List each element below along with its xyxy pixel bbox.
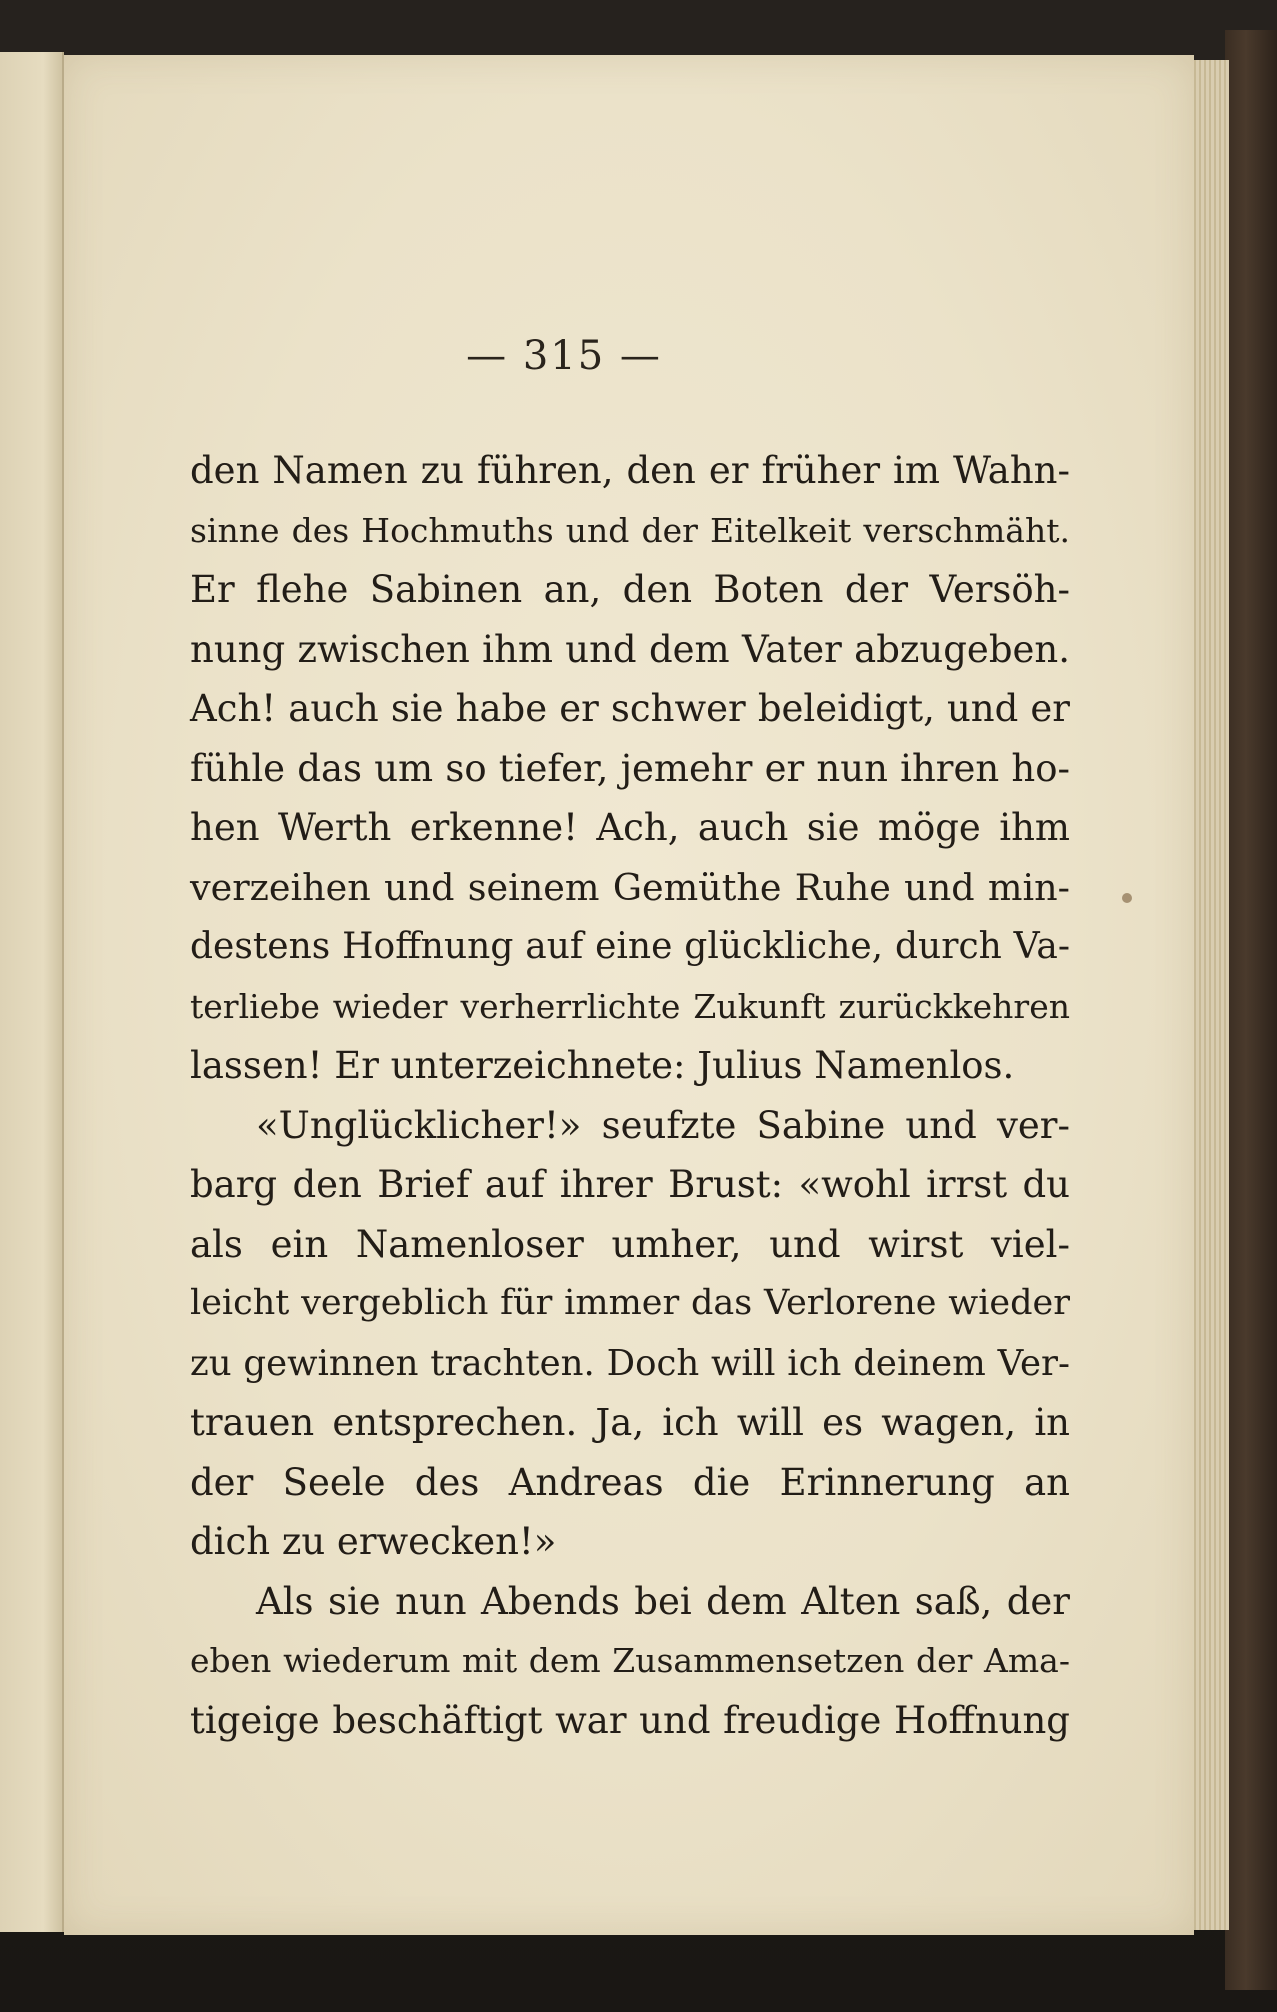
text-line: den Namen zu führen, den er früher im Wahn- (190, 449, 1070, 492)
text-line: als ein Namenloser umher, und wirst viel- (190, 1222, 1070, 1266)
text-line: Er flehe Sabinen an, den Boten der Versöh- (190, 568, 1070, 611)
text-line: «Unglücklicher!» seufzte Sabine und ver- (256, 1103, 1070, 1147)
text-line: terliebe wieder verherrlichte Zukunft zurückkehren (190, 986, 1070, 1026)
text-line: barg den Brief auf ihrer Brust: «wohl irrst du (190, 1163, 1070, 1206)
book-page (64, 55, 1194, 1935)
ink-spot (1122, 893, 1132, 903)
text-line: dich zu erwecken!» (190, 1520, 557, 1563)
text-line: fühle das um so tiefer, jemehr er nun ihren ho- (190, 746, 1070, 790)
book-cover-edge (1225, 30, 1277, 1990)
facing-page-edge (0, 52, 64, 1932)
body-text (190, 441, 1070, 1750)
text-line: verzeihen und seinem Gemüthe Ruhe und min- (190, 865, 1070, 909)
text-line: hen Werth erkenne! Ach, auch sie möge ihm (190, 806, 1070, 849)
text-line: zu gewinnen trachten. Doch will ich deinem Ver- (190, 1342, 1070, 1384)
text-line: eben wiederum mit dem Zusammensetzen der Ama- (190, 1641, 1070, 1680)
text-line: destens Hoffnung auf eine glückliche, durch Va- (190, 926, 1070, 967)
text-line: der Seele des Andreas die Erinnerung an (190, 1460, 1070, 1504)
page-number: — 315 — (466, 333, 662, 379)
text-line: lassen! Er unterzeichnete: Julius Namenlos. (190, 1044, 1015, 1087)
text-line: leicht vergeblich für immer das Verlorene wieder (190, 1283, 1070, 1323)
text-line: trauen entsprechen. Ja, ich will es wagen, in (190, 1401, 1070, 1444)
text-line: Ach! auch sie habe er schwer beleidigt, und er (190, 687, 1070, 730)
text-line: tigeige beschäftigt war und freudige Hoffnung (190, 1698, 1070, 1742)
text-line: sinne des Hochmuths und der Eitelkeit verschmäht. (190, 510, 1070, 550)
text-line: Als sie nun Abends bei dem Alten saß, der (256, 1579, 1070, 1623)
text-line: nung zwischen ihm und dem Vater abzugeben. (190, 627, 1070, 671)
